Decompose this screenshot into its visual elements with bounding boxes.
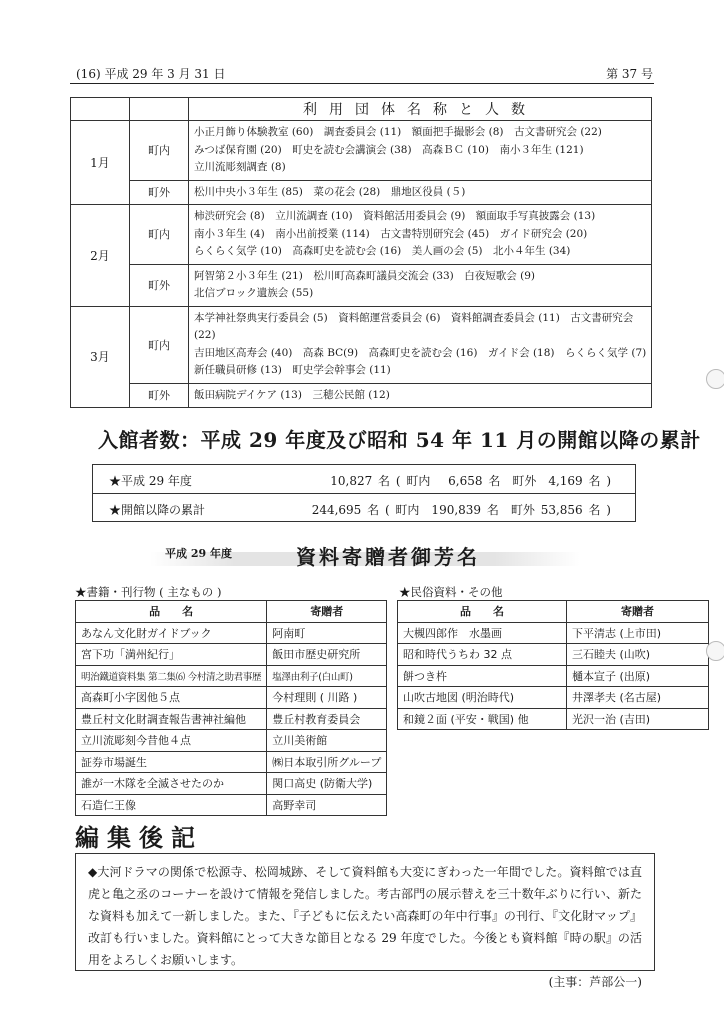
donor-cell: 井澤孝夫 (名古屋)	[567, 687, 709, 709]
item-cell: 大槻四郎作 水墨画	[398, 622, 567, 644]
editor-note-box	[75, 853, 655, 989]
table-row	[398, 687, 709, 709]
table-row	[71, 306, 652, 383]
usage-table-title: 利用団体名称と人数	[189, 98, 652, 121]
groups-cell: 本学神社祭典実行委員会 (5) 資料館運営委員会 (6) 資料館調査委員会 (11) 古文書研究会 (22) 吉田地区高寿会 (40) 高森 BC(9) 高森町史を読む会 (16) ガイド会 (18) らくらく気学 (7) 新任職員研修 (13) 町史学会幹事会 (11)	[189, 306, 652, 383]
item-cell: 山吹古地図 (明治時代)	[398, 687, 567, 709]
donor-cell: ㈱日本取引所グループ	[267, 751, 387, 773]
folk-heading: ★民俗資料・その他	[399, 585, 503, 599]
month-cell: 2月	[71, 205, 130, 307]
groups-cell: 小正月飾り体験教室 (60) 調査委員会 (11) 額面把手撮影会 (8) 古文書研究会 (22) みつば保育園 (20) 町史を読む会講演会 (38) 高森ＢＣ (10) 南小３年生 (121) 立川流彫刻調査 (8)	[189, 121, 652, 181]
donor-cell: 関口高史 (防衛大学)	[267, 773, 387, 795]
table-header-row	[76, 601, 387, 623]
visitors-row-label: ★平成 29 年度	[109, 474, 192, 488]
folk-table	[397, 600, 709, 730]
page-date: (16) 平成 29 年 3 月 31 日	[76, 67, 226, 81]
donor-cell: 塩澤由利子(白山町)	[267, 665, 387, 687]
table-row	[76, 622, 387, 644]
item-cell: 昭和時代うちわ 32 点	[398, 644, 567, 666]
donor-cell: 今村理則 ( 川路 )	[267, 687, 387, 709]
punch-hole	[706, 369, 724, 389]
column-header-item: 品 名	[398, 601, 567, 623]
item-cell: 和鏡２面 (平安・戦国) 他	[398, 708, 567, 730]
table-row	[76, 794, 387, 816]
table-header-row	[398, 601, 709, 623]
table-row	[71, 383, 652, 408]
table-row	[71, 264, 652, 306]
donor-cell: 豊丘村教育委員会	[267, 708, 387, 730]
table-row	[398, 708, 709, 730]
column-header-donor: 寄贈者	[567, 601, 709, 623]
item-cell: 高森町小字図他５点	[76, 687, 267, 709]
area-cell: 町内	[130, 121, 189, 181]
visitors-row	[93, 493, 635, 522]
item-cell: あなん文化財ガイドブック	[76, 622, 267, 644]
column-header-donor: 寄贈者	[267, 601, 387, 623]
donor-cell: 立川美術館	[267, 730, 387, 752]
donor-cell: 光沢一治 (吉田)	[567, 708, 709, 730]
groups-cell: 阿智第２小３年生 (21) 松川町高森町議員交流会 (33) 白夜短歌会 (9) 北信ブロック遺族会 (55)	[189, 264, 652, 306]
editor-note-body: ◆大河ドラマの関係で松源寺、松岡城跡、そして資料館も大変にぎわった一年間でした。資料館では直虎と亀之丞のコーナーを設けて情報を発信しました。考古部門の展示替えを三十数年ぶりに行い、新たな資料も加えて一新しました。また、『子どもに伝えたい高森町の年中行事』の刊行、『文化財マップ』改訂も行いました。資料館にとって大きな節目となる 29 年度でした。今後とも資料館『時の駅』の活用をよろしくお願いします。	[88, 865, 642, 967]
editor-note-title: 編集後記	[75, 824, 203, 852]
table-row	[76, 751, 387, 773]
area-cell: 町内	[130, 306, 189, 383]
visitors-row-value: 244,695 名 ( 町内 190,839 名 町外 53,856 名 )	[311, 503, 611, 517]
item-cell: 餅つき杵	[398, 665, 567, 687]
table-row	[76, 730, 387, 752]
visitors-row-label: ★開館以降の累計	[109, 503, 206, 517]
visitors-box	[92, 464, 636, 522]
item-cell: 誰が一木隊を全滅させたのか	[76, 773, 267, 795]
item-cell: 石造仁王像	[76, 794, 267, 816]
item-cell: 証券市場誕生	[76, 751, 267, 773]
groups-cell: 柿渋研究会 (8) 立川流調査 (10) 資料館活用委員会 (9) 額面取手写真披露会 (13) 南小３年生 (4) 南小出前授業 (114) 古文書特別研究会 (45) ガイド研究会 (20) らくらく気学 (10) 高森町史を読む会 (16) 美人画の会 (5) 北小４年生 (34)	[189, 205, 652, 265]
area-cell: 町外	[130, 264, 189, 306]
donor-cell: 三石睦夫 (山吹)	[567, 644, 709, 666]
table-row	[76, 708, 387, 730]
area-cell: 町外	[130, 383, 189, 408]
table-row	[71, 205, 652, 265]
table-row	[71, 121, 652, 181]
table-row	[71, 180, 652, 205]
month-cell: 3月	[71, 306, 130, 408]
table-row	[398, 644, 709, 666]
item-cell: 明治鐵道資料集 第二集⑹ 今村清之助君事歴	[76, 665, 267, 687]
item-cell: 宮下功「満州紀行」	[76, 644, 267, 666]
table-row	[76, 665, 387, 687]
donors-title: 資料寄贈者御芳名	[296, 545, 480, 569]
usage-table	[70, 97, 652, 408]
donor-cell: 飯田市歴史研究所	[267, 644, 387, 666]
groups-cell: 松川中央小３年生 (85) 菜の花会 (28) 鼎地区役員 (５)	[189, 180, 652, 205]
table-row	[76, 644, 387, 666]
visitors-row-value: 10,827 名 ( 町内 6,658 名 町外 4,169 名 )	[330, 474, 611, 488]
donor-cell: 下平清志 (上市田)	[567, 622, 709, 644]
header-divider	[70, 83, 654, 84]
donor-cell: 高野幸司	[267, 794, 387, 816]
editor-signature: (主事：芦部公一)	[548, 975, 642, 989]
table-row	[76, 687, 387, 709]
column-header-item: 品 名	[76, 601, 267, 623]
area-cell: 町外	[130, 180, 189, 205]
issue-number: 第 37 号	[606, 67, 653, 81]
table-row	[76, 773, 387, 795]
punch-hole	[706, 641, 724, 661]
item-cell: 立川流彫刻今昔他４点	[76, 730, 267, 752]
books-heading: ★書籍・刊行物 ( 主なもの )	[75, 585, 222, 599]
donor-cell: 樋本宣子 (出原)	[567, 665, 709, 687]
table-row	[398, 622, 709, 644]
usage-table-header	[71, 98, 652, 121]
groups-cell: 飯田病院デイケア (13) 三穂公民館 (12)	[189, 383, 652, 408]
month-cell: 1月	[71, 121, 130, 205]
area-cell: 町内	[130, 205, 189, 265]
donor-cell: 阿南町	[267, 622, 387, 644]
table-row	[398, 665, 709, 687]
donors-year-label: 平成 29 年度	[165, 547, 232, 560]
visitors-row	[93, 465, 635, 493]
books-table	[75, 600, 387, 816]
item-cell: 豊丘村文化財調査報告書神社編他	[76, 708, 267, 730]
visitors-title: 入館者数：平成 29 年度及び昭和 54 年 11 月の開館以降の累計	[98, 428, 701, 452]
